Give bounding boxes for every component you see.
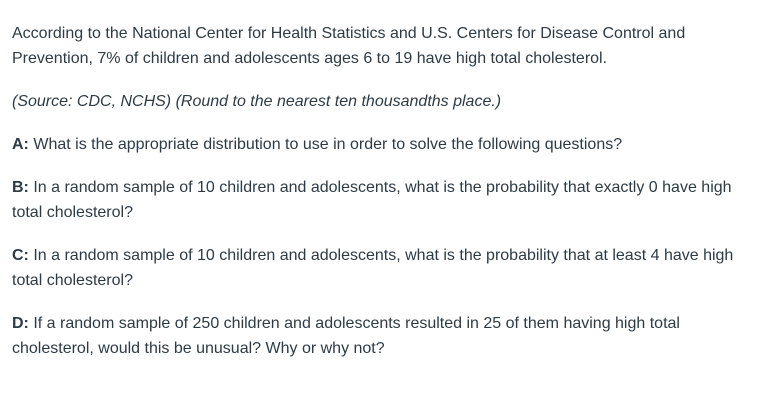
question-a-label: A:: [12, 136, 29, 153]
question-d-label: D:: [12, 315, 29, 332]
question-b: [12, 175, 752, 225]
question-a-text: What is the appropriate distribution to use in order to solve the following questions?: [33, 136, 623, 153]
question-b-label: B:: [12, 179, 29, 196]
question-d-text: If a random sample of 250 children and adolescents resulted in 25 of them having high total cholesterol, would this be unusual? Why or why not?: [12, 315, 680, 357]
source-note: (Source: CDC, NCHS) (Round to the nearest ten thousandths place.): [12, 93, 502, 110]
question-c-text: In a random sample of 10 children and adolescents, what is the probability that at least 4 have high total cholesterol?: [12, 247, 734, 289]
intro-paragraph: According to the National Center for Health Statistics and U.S. Centers for Disease Control and Prevention, 7% of children and adolescents ages 6 to 19 have high total cholesterol.: [12, 25, 686, 67]
question-d: [12, 311, 752, 361]
question-b-text: In a random sample of 10 children and adolescents, what is the probability that exactly 0 have high total cholesterol?: [12, 179, 732, 221]
question-a: [12, 132, 752, 157]
question-c-label: C:: [12, 247, 29, 264]
question-c: [12, 243, 752, 293]
question-content: [12, 21, 752, 361]
